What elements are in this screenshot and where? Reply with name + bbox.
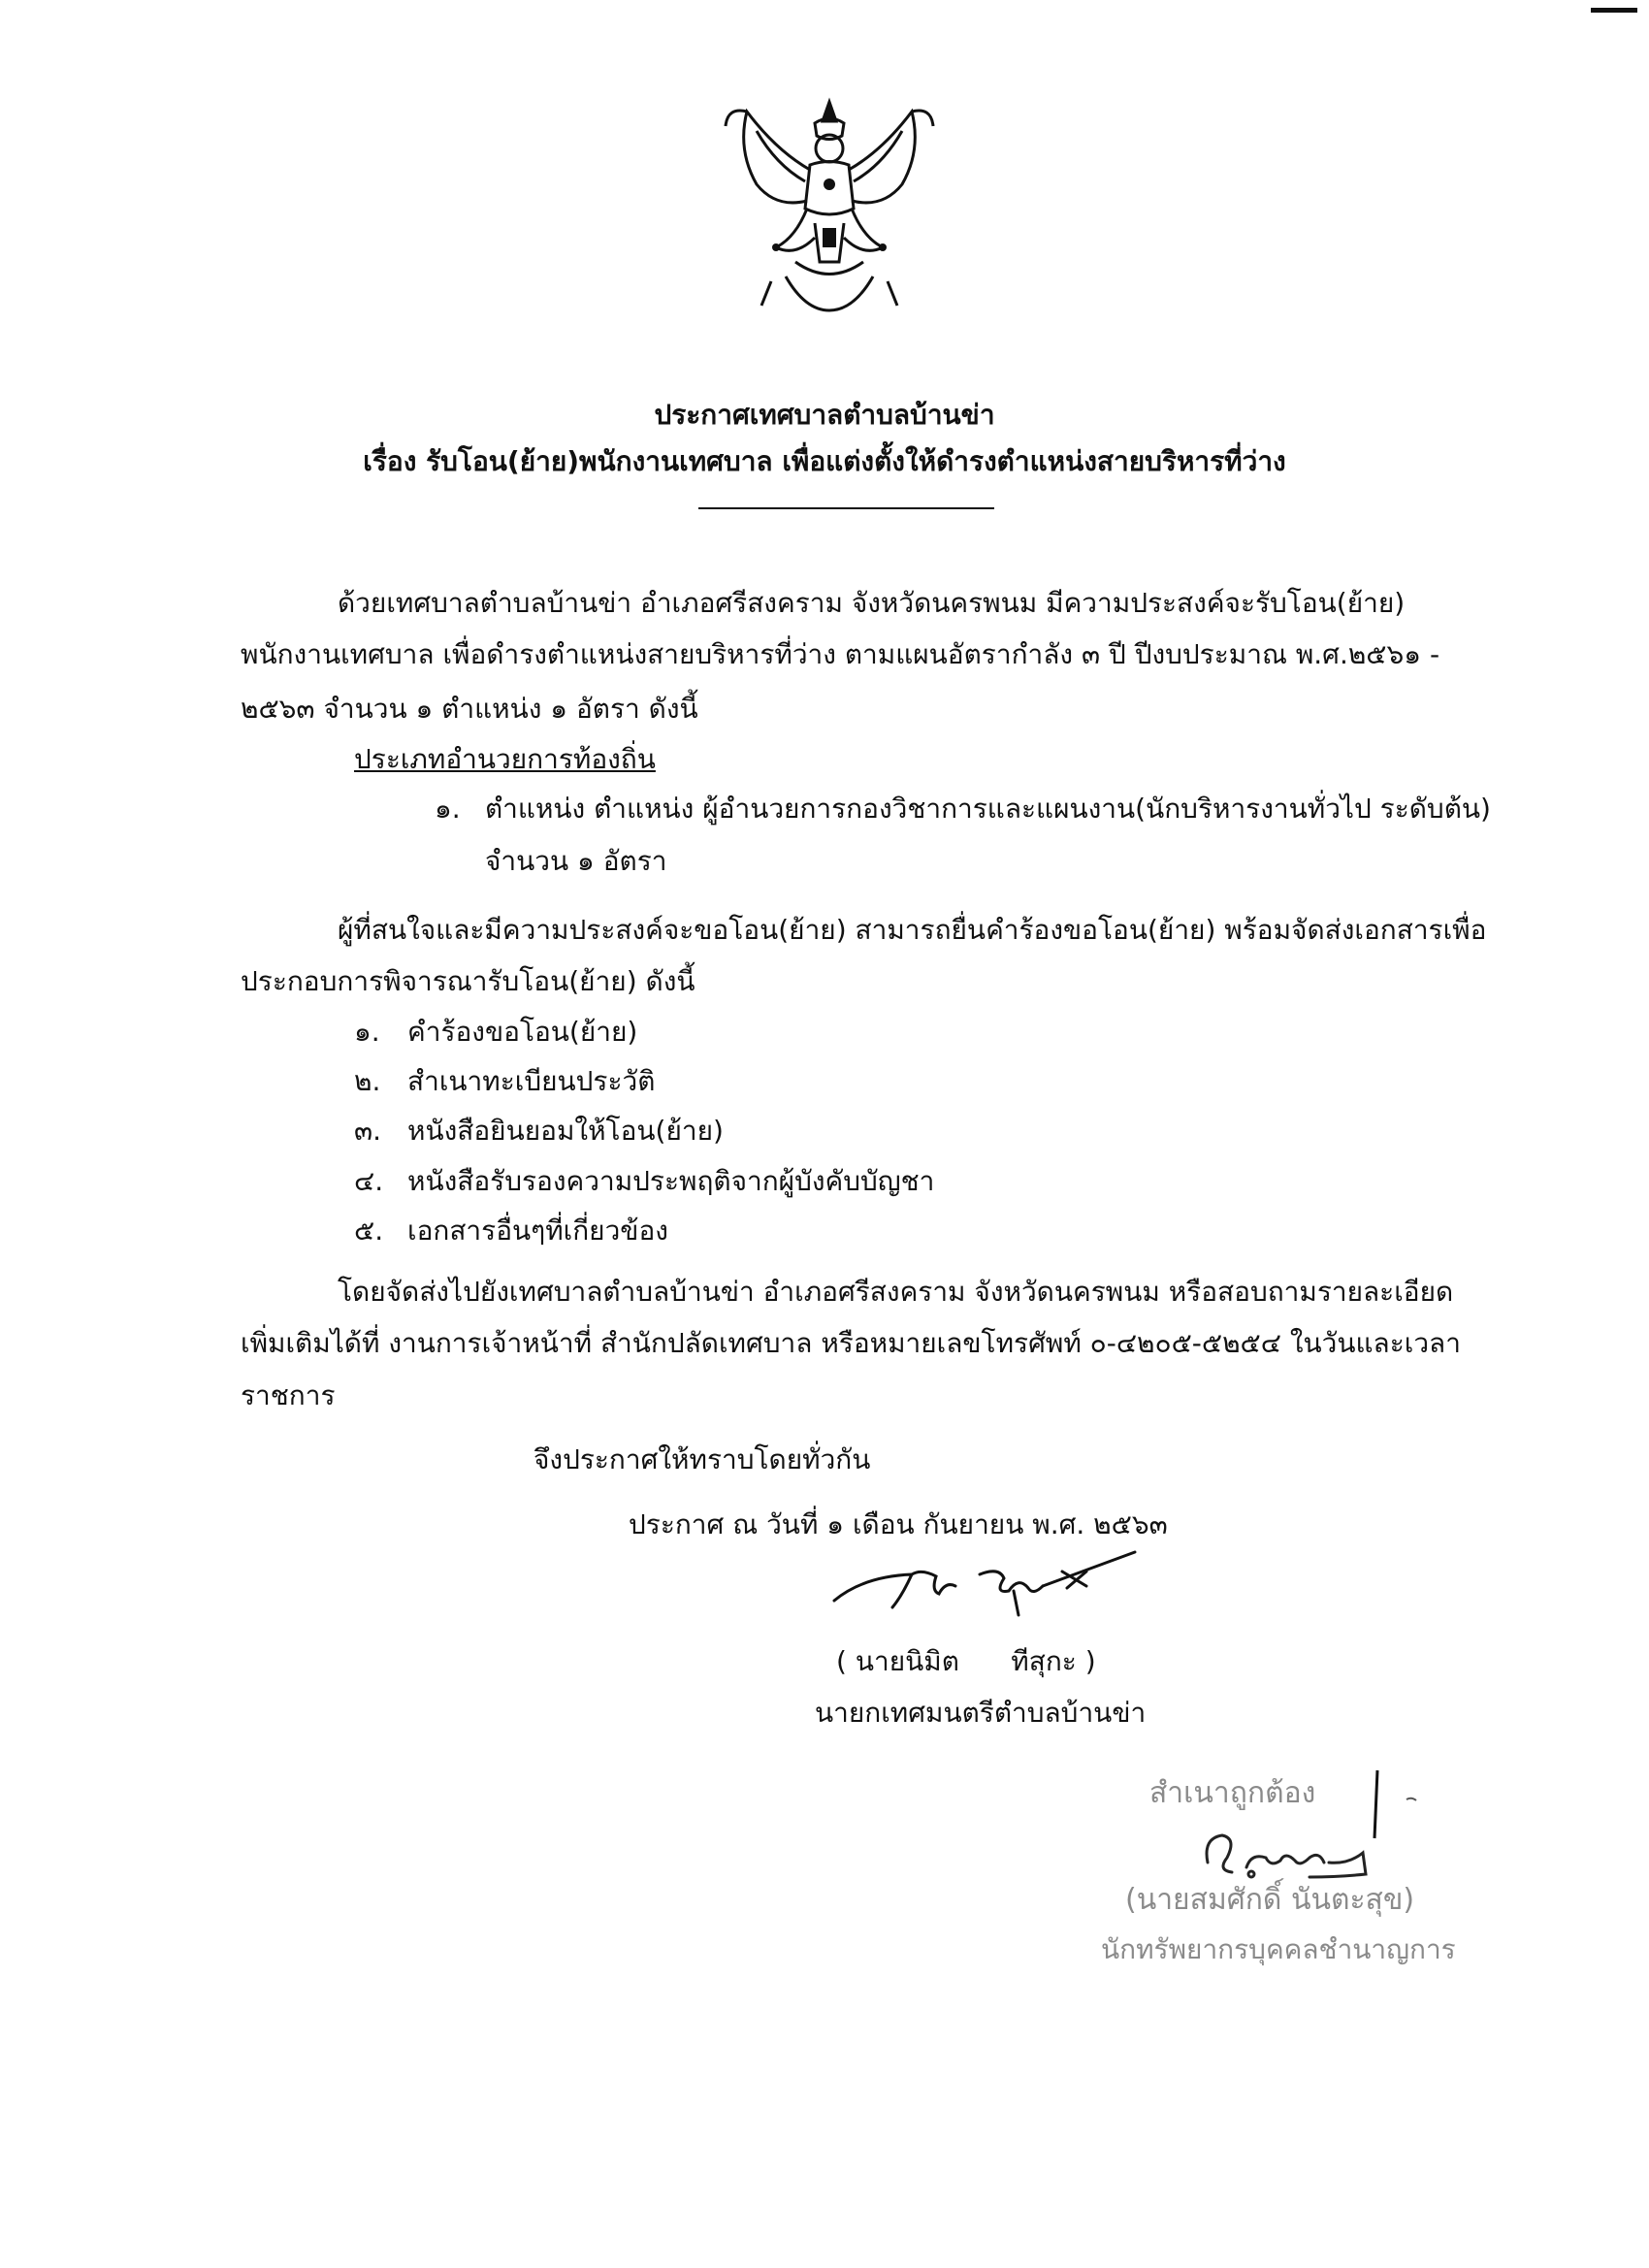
applicants-line-2: ประกอบการพิจารณารับโอน(ย้าย) ดังนี้ [241, 965, 695, 997]
document-list-item: หนังสือรับรองความประพฤติจากผู้บังคับบัญชา [407, 1165, 935, 1197]
announcement-date: ประกาศ ณ วันที่ ๑ เดือน กันยายน พ.ศ. ๒๕๖๓ [629, 1508, 1168, 1540]
position-item-number: ๑. [435, 793, 461, 825]
document-list-item: หนังสือยินยอมให้โอน(ย้าย) [407, 1115, 724, 1147]
closing-announcement: จึงประกาศให้ทราบโดยทั่วกัน [534, 1443, 871, 1475]
intro-line-3: ๒๕๖๓ จำนวน ๑ ตำแหน่ง ๑ อัตรา ดังนี้ [241, 693, 698, 725]
contact-line-1: โดยจัดส่งไปยังเทศบาลตำบลบ้านข่า อำเภอศรีสงคราม จังหวัดนครพนม หรือสอบถามรายละเอียด [338, 1276, 1454, 1308]
position-item-line-2: จำนวน ๑ อัตรา [485, 845, 667, 877]
position-item-line-1: ตำแหน่ง ตำแหน่ง ผู้อำนวยการกองวิชาการและแผนงาน(นักบริหารงานทั่วไป ระดับต้น) [485, 793, 1491, 825]
certification-label: สำเนาถูกต้อง [1149, 1776, 1316, 1810]
document-title: ประกาศเทศบาลตำบลบ้านข่า [654, 399, 995, 431]
document-list-number: ๔. [354, 1165, 384, 1197]
document-list-number: ๓. [354, 1115, 382, 1147]
document-list-item: คำร้องขอโอน(ย้าย) [407, 1016, 638, 1048]
document-subject: เรื่อง รับโอน(ย้าย)พนักงานเทศบาล เพื่อแต่งตั้งให้ดำรงตำแหน่งสายบริหารที่ว่าง [363, 445, 1286, 477]
document-list-number: ๑. [354, 1016, 380, 1048]
certification-title: นักทรัพยากรบุคคลชำนาญการ [1101, 1933, 1456, 1965]
certification-name: (นายสมศักดิ์ นันตะสุข) [1125, 1883, 1415, 1917]
mayor-signature [824, 1547, 1164, 1635]
garuda-emblem-icon [718, 92, 941, 320]
intro-line-2: พนักงานเทศบาล เพื่อดำรงตำแหน่งสายบริหารที่ว่าง ตามแผนอัตรากำลัง ๓ ปี ปีงบประมาณ พ.ศ.๒๕๖๑ - [241, 638, 1440, 670]
signatory-title: นายกเทศมนตรีตำบลบ้านข่า [815, 1697, 1147, 1729]
document-list-item: สำเนาทะเบียนประวัติ [407, 1065, 656, 1097]
document-list-item: เอกสารอื่นๆที่เกี่ยวข้อง [407, 1215, 668, 1247]
position-type-heading: ประเภทอำนวยการท้องถิ่น [354, 743, 656, 775]
applicants-line-1: ผู้ที่สนใจและมีความประสงค์จะขอโอน(ย้าย) สามารถยื่นคำร้องขอโอน(ย้าย) พร้อมจัดส่งเอกสารเพื่อ [338, 914, 1487, 946]
intro-line-1: ด้วยเทศบาลตำบลบ้านข่า อำเภอศรีสงคราม จังหวัดนครพนม มีความประสงค์จะรับโอน(ย้าย) [338, 587, 1406, 619]
contact-line-3: ราชการ [241, 1379, 336, 1411]
title-separator [698, 507, 994, 509]
document-list-number: ๕. [354, 1215, 384, 1247]
contact-line-2: เพิ่มเติมได้ที่ งานการเจ้าหน้าที่ สำนักปลัดเทศบาล หรือหมายเลขโทรศัพท์ ๐-๔๒๐๕-๕๒๕๔ ในวันและเวลา [241, 1327, 1461, 1359]
document-list-number: ๒. [354, 1065, 381, 1097]
signatory-name: ( นายนิมิต ทีสุกะ ) [836, 1645, 1096, 1677]
scan-edge-mark [1591, 8, 1637, 13]
